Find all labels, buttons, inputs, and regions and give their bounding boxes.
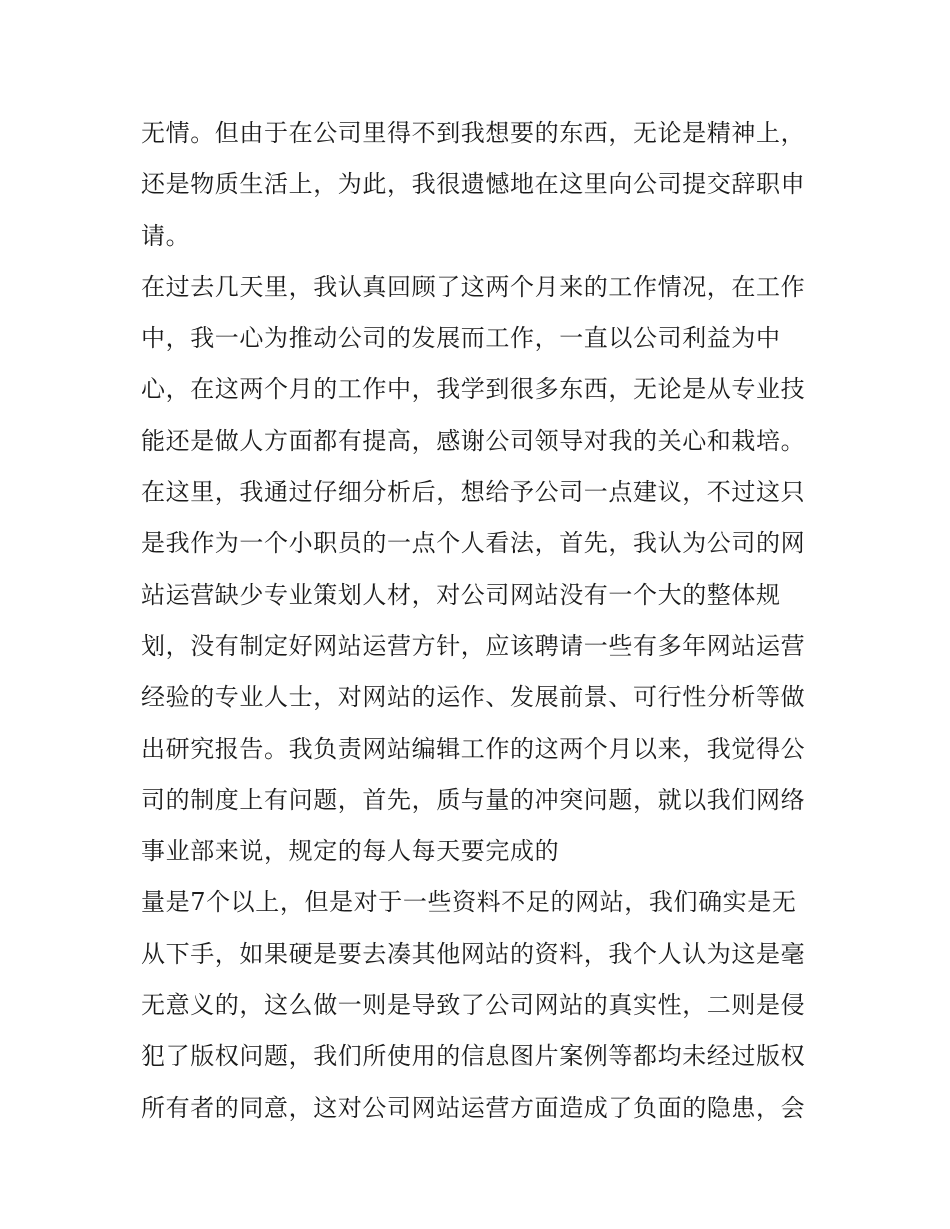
text-line: 无意义的，这么做一则是导致了公司网站的真实性，二则是侵: [141, 991, 806, 1020]
text-line: 从下手，如果硬是要去凑其他网站的资料，我个人认为这是毫: [141, 939, 806, 968]
text-line: 是我作为一个小职员的一点个人看法，首先，我认为公司的网: [141, 529, 806, 558]
text-line: 犯了版权问题，我们所使用的信息图片案例等都均未经过版权: [141, 1042, 806, 1071]
text-line: 经验的专业人士，对网站的运作、发展前景、可行性分析等做: [141, 683, 806, 712]
text-line: 站运营缺少专业策划人材，对公司网站没有一个大的整体规: [141, 580, 781, 609]
text-line: 司的制度上有问题，首先，质与量的冲突问题，就以我们网络: [141, 785, 806, 814]
text-line: 量是7个以上，但是对于一些资料不足的网站，我们确实是无: [141, 888, 797, 917]
text-line: 划，没有制定好网站运营方针，应该聘请一些有多年网站运营: [141, 631, 806, 660]
text-line: 事业部来说，规定的每人每天要完成的: [141, 837, 560, 866]
text-line: 在过去几天里，我认真回顾了这两个月来的工作情况，在工作: [141, 272, 806, 301]
text-line: 无情。但由于在公司里得不到我想要的东西，无论是精神上，: [141, 119, 806, 147]
text-line: 请。: [141, 221, 191, 250]
text-line: 能还是做人方面都有提高，感谢公司领导对我的关心和栽培。: [141, 426, 806, 455]
text-line: 所有者的同意，这对公司网站运营方面造成了负面的隐患，会: [141, 1093, 806, 1122]
text-line: 还是物质生活上，为此，我很遗憾地在这里向公司提交辞职申: [141, 170, 806, 199]
text-line: 心，在这两个月的工作中，我学到很多东西，无论是从专业技: [141, 375, 806, 404]
text-line: 出研究报告。我负责网站编辑工作的这两个月以来，我觉得公: [141, 734, 806, 763]
text-line: 中，我一心为推动公司的发展而工作，一直以公司利益为中: [141, 324, 781, 353]
document-body: [141, 108, 821, 1134]
text-line: 在这里，我通过仔细分析后，想给予公司一点建议，不过这只: [141, 478, 806, 507]
